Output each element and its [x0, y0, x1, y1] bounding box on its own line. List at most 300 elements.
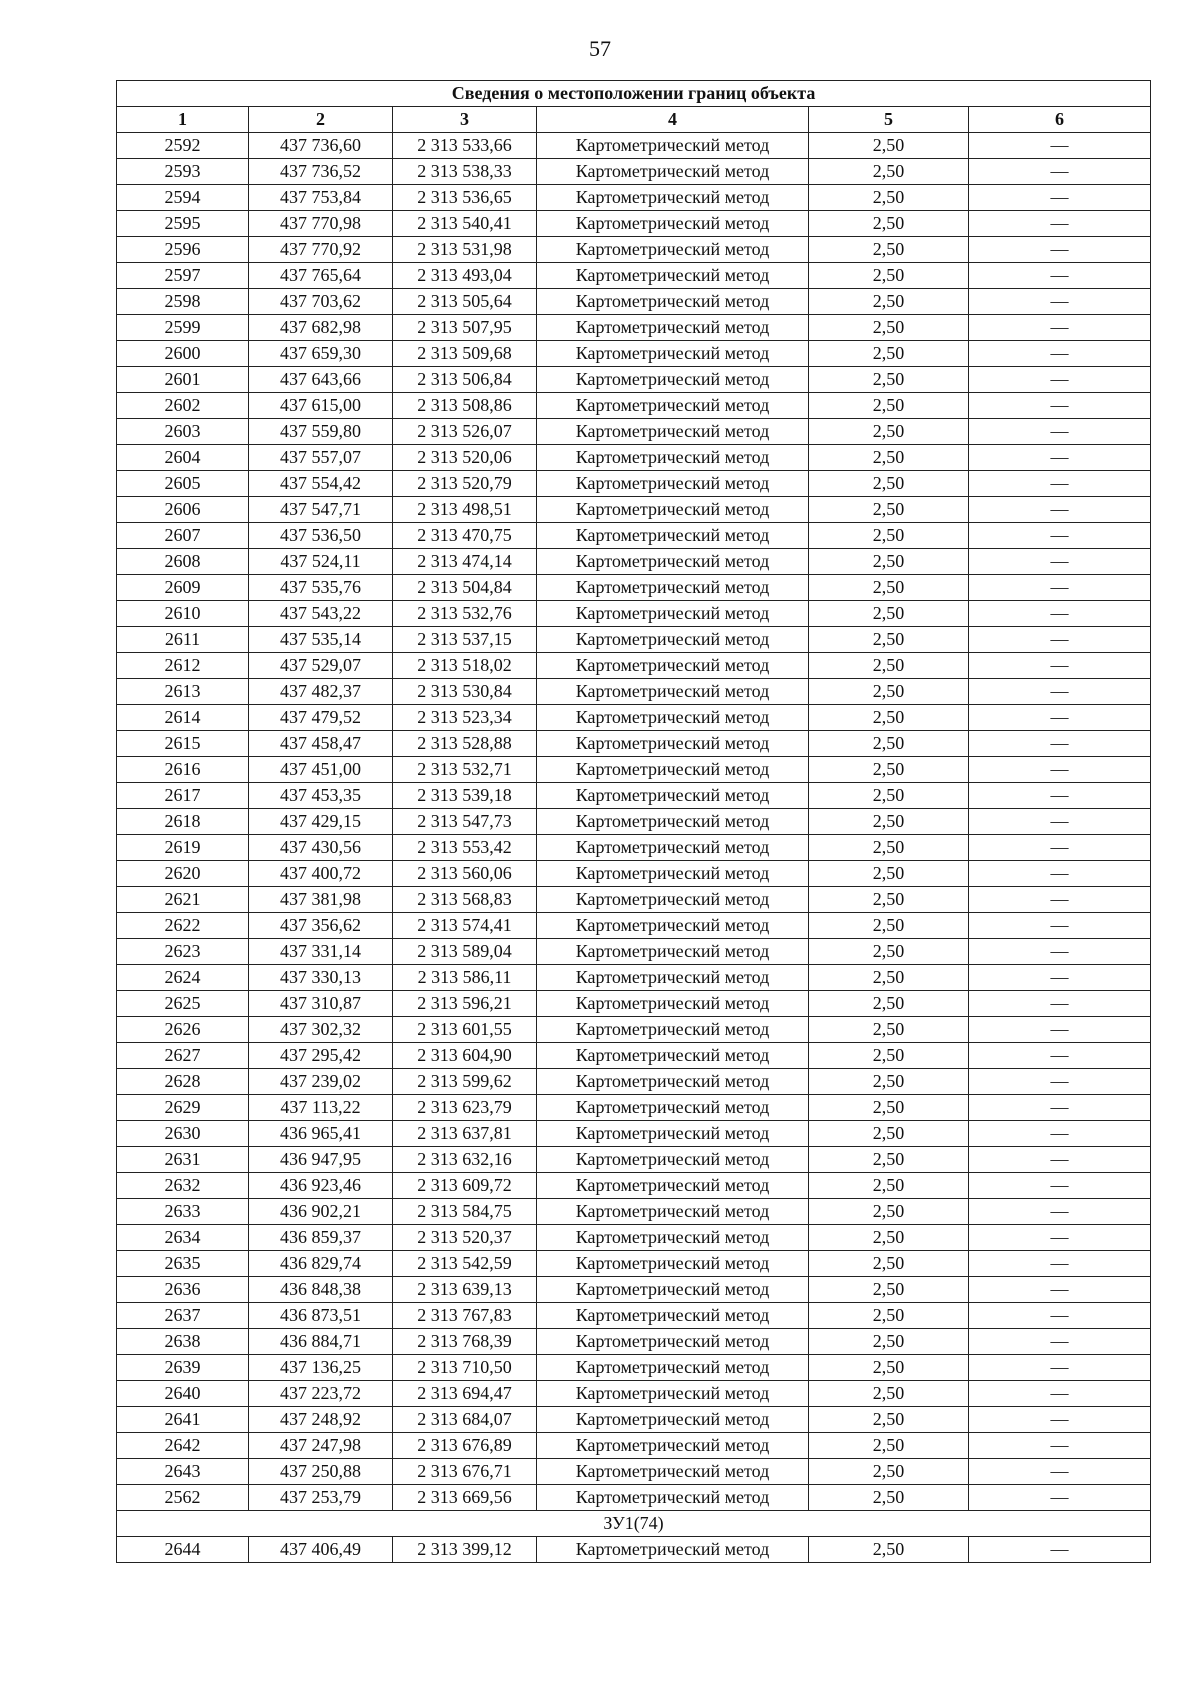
table-cell: Картометрический метод	[537, 1173, 809, 1199]
table-row	[117, 1173, 1151, 1199]
table-row	[117, 315, 1151, 341]
table-cell: 2,50	[809, 185, 969, 211]
table-cell: 2596	[117, 237, 249, 263]
table-row	[117, 965, 1151, 991]
table-cell: —	[969, 549, 1151, 575]
table-cell: —	[969, 679, 1151, 705]
table-cell: —	[969, 809, 1151, 835]
table-cell: 2,50	[809, 783, 969, 809]
table-cell: 2,50	[809, 1199, 969, 1225]
table-cell: 2 313 498,51	[393, 497, 537, 523]
table-cell: 2640	[117, 1381, 249, 1407]
table-cell: Картометрический метод	[537, 965, 809, 991]
table-cell: —	[969, 1459, 1151, 1485]
table-cell: Картометрический метод	[537, 1459, 809, 1485]
table-row	[117, 627, 1151, 653]
table-cell: 2,50	[809, 757, 969, 783]
table-cell: 2599	[117, 315, 249, 341]
table-cell: 2 313 676,89	[393, 1433, 537, 1459]
table-cell: Картометрический метод	[537, 679, 809, 705]
table-cell: —	[969, 289, 1151, 315]
table-cell: Картометрический метод	[537, 211, 809, 237]
table-cell: 436 947,95	[249, 1147, 393, 1173]
table-row	[117, 913, 1151, 939]
table-cell: 2,50	[809, 1277, 969, 1303]
table-cell: 2,50	[809, 263, 969, 289]
table-row	[117, 159, 1151, 185]
table-cell: 437 753,84	[249, 185, 393, 211]
table-cell: 2 313 518,02	[393, 653, 537, 679]
table-cell: Картометрический метод	[537, 1277, 809, 1303]
table-cell: 2615	[117, 731, 249, 757]
table-cell: 437 479,52	[249, 705, 393, 731]
table-cell: 437 482,37	[249, 679, 393, 705]
table-row	[117, 289, 1151, 315]
table-cell: 437 310,87	[249, 991, 393, 1017]
table-cell: —	[969, 601, 1151, 627]
table-cell: Картометрический метод	[537, 809, 809, 835]
table-cell: 437 430,56	[249, 835, 393, 861]
table-row	[117, 419, 1151, 445]
table-cell: 437 770,98	[249, 211, 393, 237]
table-cell: 2,50	[809, 367, 969, 393]
table-cell: 2,50	[809, 653, 969, 679]
table-cell: 2,50	[809, 549, 969, 575]
table-cell: 2,50	[809, 1251, 969, 1277]
table-row	[117, 731, 1151, 757]
table-row	[117, 1303, 1151, 1329]
table-cell: 437 659,30	[249, 341, 393, 367]
table-cell: —	[969, 939, 1151, 965]
table-cell: 437 239,02	[249, 1069, 393, 1095]
table-cell: 2630	[117, 1121, 249, 1147]
table-cell: 2,50	[809, 471, 969, 497]
table-cell: 437 529,07	[249, 653, 393, 679]
table-cell: 2,50	[809, 159, 969, 185]
table-cell: 2593	[117, 159, 249, 185]
table-cell: 2 313 532,76	[393, 601, 537, 627]
table-cell: 2 313 767,83	[393, 1303, 537, 1329]
table-cell: 2,50	[809, 1147, 969, 1173]
table-cell: 2 313 637,81	[393, 1121, 537, 1147]
table-cell: —	[969, 237, 1151, 263]
table-row	[117, 783, 1151, 809]
table-cell: 2,50	[809, 315, 969, 341]
table-cell: 2,50	[809, 445, 969, 471]
table-cell: 2606	[117, 497, 249, 523]
table-cell: 2603	[117, 419, 249, 445]
table-cell: —	[969, 1485, 1151, 1511]
table-cell: —	[969, 1121, 1151, 1147]
table-row	[117, 1017, 1151, 1043]
table-cell: —	[969, 731, 1151, 757]
table-cell: Картометрический метод	[537, 367, 809, 393]
table-cell: 2 313 526,07	[393, 419, 537, 445]
table-cell: 2,50	[809, 1225, 969, 1251]
table-row	[117, 679, 1151, 705]
table-cell: 437 406,49	[249, 1537, 393, 1563]
table-cell: 2635	[117, 1251, 249, 1277]
table-cell: 2 313 553,42	[393, 835, 537, 861]
table-cell: 437 250,88	[249, 1459, 393, 1485]
table-cell: Картометрический метод	[537, 757, 809, 783]
table-cell: 2 313 547,73	[393, 809, 537, 835]
table-cell: 2609	[117, 575, 249, 601]
table-cell: —	[969, 341, 1151, 367]
table-cell: 2,50	[809, 1433, 969, 1459]
table-cell: 2629	[117, 1095, 249, 1121]
table-cell: —	[969, 1329, 1151, 1355]
table-cell: —	[969, 263, 1151, 289]
table-cell: Картометрический метод	[537, 1303, 809, 1329]
table-cell: 2,50	[809, 1329, 969, 1355]
table-cell: —	[969, 1407, 1151, 1433]
table-cell: —	[969, 185, 1151, 211]
table-cell: 2625	[117, 991, 249, 1017]
table-cell: —	[969, 1225, 1151, 1251]
table-cell: Картометрический метод	[537, 263, 809, 289]
table-cell: Картометрический метод	[537, 1329, 809, 1355]
table-cell: —	[969, 367, 1151, 393]
table-cell: —	[969, 393, 1151, 419]
table-cell: 437 113,22	[249, 1095, 393, 1121]
table-cell: 2,50	[809, 393, 969, 419]
table-cell: 2620	[117, 861, 249, 887]
table-cell: 2602	[117, 393, 249, 419]
table-cell: 437 554,42	[249, 471, 393, 497]
table-cell: 2 313 509,68	[393, 341, 537, 367]
table-cell: 2,50	[809, 1407, 969, 1433]
table-cell: 437 458,47	[249, 731, 393, 757]
table-cell: —	[969, 991, 1151, 1017]
table-cell: Картометрический метод	[537, 887, 809, 913]
table-cell: 2,50	[809, 523, 969, 549]
table-row	[117, 887, 1151, 913]
table-row	[117, 757, 1151, 783]
table-cell: Картометрический метод	[537, 991, 809, 1017]
table-cell: 2,50	[809, 705, 969, 731]
column-number: 3	[393, 107, 537, 133]
table-cell: Картометрический метод	[537, 1537, 809, 1563]
table-cell: —	[969, 627, 1151, 653]
table-cell: 2607	[117, 523, 249, 549]
table-cell: Картометрический метод	[537, 289, 809, 315]
table-cell: Картометрический метод	[537, 1199, 809, 1225]
table-cell: Картометрический метод	[537, 1485, 809, 1511]
table-cell: Картометрический метод	[537, 1147, 809, 1173]
table-cell: 2,50	[809, 1017, 969, 1043]
table-cell: 2 313 523,34	[393, 705, 537, 731]
table-cell: 2 313 520,79	[393, 471, 537, 497]
table-cell: 436 873,51	[249, 1303, 393, 1329]
table-row	[117, 939, 1151, 965]
table-cell: Картометрический метод	[537, 835, 809, 861]
table-cell: 2,50	[809, 1095, 969, 1121]
table-cell: 437 524,11	[249, 549, 393, 575]
table-row	[117, 991, 1151, 1017]
table-cell: 2613	[117, 679, 249, 705]
table-cell: 2,50	[809, 419, 969, 445]
table-cell: 2,50	[809, 1043, 969, 1069]
table-cell: —	[969, 705, 1151, 731]
table-cell: 437 453,35	[249, 783, 393, 809]
column-number: 6	[969, 107, 1151, 133]
table-cell: 2 313 504,84	[393, 575, 537, 601]
table-row	[117, 601, 1151, 627]
table-cell: 2 313 560,06	[393, 861, 537, 887]
table-cell: 2,50	[809, 575, 969, 601]
table-cell: 2562	[117, 1485, 249, 1511]
table-cell: 437 559,80	[249, 419, 393, 445]
table-cell: 2 313 533,66	[393, 133, 537, 159]
table-cell: —	[969, 1537, 1151, 1563]
table-cell: —	[969, 861, 1151, 887]
table-cell: Картометрический метод	[537, 549, 809, 575]
table-cell: 2,50	[809, 1303, 969, 1329]
table-cell: 436 923,46	[249, 1173, 393, 1199]
table-cell: 2,50	[809, 965, 969, 991]
table-row	[117, 1355, 1151, 1381]
column-number: 2	[249, 107, 393, 133]
table-cell: Картометрический метод	[537, 471, 809, 497]
table-cell: 2641	[117, 1407, 249, 1433]
table-cell: —	[969, 1433, 1151, 1459]
column-number-row	[117, 107, 1151, 133]
table-cell: —	[969, 757, 1151, 783]
table-cell: 437 770,92	[249, 237, 393, 263]
table-cell: 437 703,62	[249, 289, 393, 315]
table-cell: 2 313 536,65	[393, 185, 537, 211]
table-cell: 2621	[117, 887, 249, 913]
table-cell: —	[969, 133, 1151, 159]
table-cell: 437 557,07	[249, 445, 393, 471]
table-row	[117, 1485, 1151, 1511]
table-cell: —	[969, 419, 1151, 445]
table-cell: Картометрический метод	[537, 1121, 809, 1147]
table-cell: 437 223,72	[249, 1381, 393, 1407]
table-cell: —	[969, 315, 1151, 341]
table-row	[117, 133, 1151, 159]
table-cell: 2612	[117, 653, 249, 679]
table-cell: Картометрический метод	[537, 939, 809, 965]
table-row	[117, 1433, 1151, 1459]
table-cell: 2608	[117, 549, 249, 575]
table-cell: 437 381,98	[249, 887, 393, 913]
table-cell: 2,50	[809, 679, 969, 705]
table-cell: 437 356,62	[249, 913, 393, 939]
table-row	[117, 393, 1151, 419]
table-row	[117, 1277, 1151, 1303]
table-cell: —	[969, 835, 1151, 861]
table-cell: 2 313 604,90	[393, 1043, 537, 1069]
table-cell: Картометрический метод	[537, 1355, 809, 1381]
table-cell: 2 313 669,56	[393, 1485, 537, 1511]
table-cell: 437 295,42	[249, 1043, 393, 1069]
table-cell: 2627	[117, 1043, 249, 1069]
table-cell: 2 313 539,18	[393, 783, 537, 809]
table-cell: 2,50	[809, 1173, 969, 1199]
table-cell: 2,50	[809, 731, 969, 757]
table-row	[117, 705, 1151, 731]
table-cell: 437 536,50	[249, 523, 393, 549]
table-cell: 437 736,52	[249, 159, 393, 185]
table-row	[117, 1043, 1151, 1069]
table-row	[117, 575, 1151, 601]
table-cell: 2,50	[809, 497, 969, 523]
table-cell: Картометрический метод	[537, 783, 809, 809]
table-row	[117, 523, 1151, 549]
table-cell: 2 313 639,13	[393, 1277, 537, 1303]
table-cell: Картометрический метод	[537, 341, 809, 367]
table-cell: 2597	[117, 263, 249, 289]
table-cell: 2,50	[809, 991, 969, 1017]
table-cell: 437 682,98	[249, 315, 393, 341]
table-cell: 2,50	[809, 133, 969, 159]
table-cell: Картометрический метод	[537, 1251, 809, 1277]
table-cell: 2 313 506,84	[393, 367, 537, 393]
table-row	[117, 809, 1151, 835]
table-cell: Картометрический метод	[537, 913, 809, 939]
table-cell: —	[969, 211, 1151, 237]
table-cell: 437 253,79	[249, 1485, 393, 1511]
table-cell: 2637	[117, 1303, 249, 1329]
table-row	[117, 1095, 1151, 1121]
table-cell: 2 313 505,64	[393, 289, 537, 315]
table-row	[117, 367, 1151, 393]
table-body	[117, 133, 1151, 1563]
table-row	[117, 549, 1151, 575]
table-row	[117, 1537, 1151, 1563]
table-cell: Картометрический метод	[537, 523, 809, 549]
table-cell: 2,50	[809, 939, 969, 965]
table-row	[117, 1329, 1151, 1355]
table-cell: Картометрический метод	[537, 1043, 809, 1069]
table-cell: 2,50	[809, 861, 969, 887]
table-cell: 2 313 531,98	[393, 237, 537, 263]
table-cell: 2631	[117, 1147, 249, 1173]
column-number: 5	[809, 107, 969, 133]
table-cell: 437 429,15	[249, 809, 393, 835]
table-cell: 2594	[117, 185, 249, 211]
table-cell: Картометрический метод	[537, 419, 809, 445]
table-cell: 2605	[117, 471, 249, 497]
table-cell: Картометрический метод	[537, 1017, 809, 1043]
table-cell: 2,50	[809, 913, 969, 939]
table-cell: —	[969, 913, 1151, 939]
table-cell: 436 829,74	[249, 1251, 393, 1277]
table-cell: 2 313 574,41	[393, 913, 537, 939]
table-cell: Картометрический метод	[537, 445, 809, 471]
table-cell: 436 859,37	[249, 1225, 393, 1251]
table-cell: 2 313 596,21	[393, 991, 537, 1017]
table-cell: 2 313 542,59	[393, 1251, 537, 1277]
table-cell: Картометрический метод	[537, 1069, 809, 1095]
table-cell: 2618	[117, 809, 249, 835]
table-cell: —	[969, 1043, 1151, 1069]
table-cell: 437 248,92	[249, 1407, 393, 1433]
table-cell: —	[969, 497, 1151, 523]
table-cell: 2617	[117, 783, 249, 809]
table-cell: 2 313 530,84	[393, 679, 537, 705]
table-cell: 2628	[117, 1069, 249, 1095]
table-cell: 2611	[117, 627, 249, 653]
table-cell: 2 313 399,12	[393, 1537, 537, 1563]
table-row	[117, 263, 1151, 289]
table-cell: 2,50	[809, 1355, 969, 1381]
table-cell: 437 451,00	[249, 757, 393, 783]
table-row	[117, 1251, 1151, 1277]
table-cell: —	[969, 1381, 1151, 1407]
table-cell: 2626	[117, 1017, 249, 1043]
table-cell: 2,50	[809, 1537, 969, 1563]
table-cell: 437 543,22	[249, 601, 393, 627]
table-cell: 2,50	[809, 1459, 969, 1485]
table-cell: Картометрический метод	[537, 315, 809, 341]
table-cell: Картометрический метод	[537, 159, 809, 185]
table-cell: 2,50	[809, 887, 969, 913]
table-cell: 2 313 537,15	[393, 627, 537, 653]
table-cell: 2,50	[809, 237, 969, 263]
table-cell: —	[969, 1017, 1151, 1043]
table-row	[117, 237, 1151, 263]
table-cell: 436 902,21	[249, 1199, 393, 1225]
table-cell: 437 547,71	[249, 497, 393, 523]
table-cell: 2600	[117, 341, 249, 367]
table-cell: 437 136,25	[249, 1355, 393, 1381]
table-row	[117, 211, 1151, 237]
table-cell: Картометрический метод	[537, 627, 809, 653]
table-cell: —	[969, 1095, 1151, 1121]
boundaries-table	[116, 80, 1151, 1563]
table-cell: —	[969, 1277, 1151, 1303]
table-cell: 2,50	[809, 1485, 969, 1511]
table-cell: 2 313 589,04	[393, 939, 537, 965]
table-cell: 2598	[117, 289, 249, 315]
table-cell: Картометрический метод	[537, 861, 809, 887]
table-cell: 2616	[117, 757, 249, 783]
table-row	[117, 1121, 1151, 1147]
table-cell: 437 535,14	[249, 627, 393, 653]
table-cell: 2592	[117, 133, 249, 159]
page-number: 57	[589, 36, 611, 61]
table-cell: 2 313 586,11	[393, 965, 537, 991]
table-cell: 2 313 601,55	[393, 1017, 537, 1043]
table-cell: Картометрический метод	[537, 393, 809, 419]
table-cell: 2,50	[809, 601, 969, 627]
table-row	[117, 1381, 1151, 1407]
table-cell: 2 313 540,41	[393, 211, 537, 237]
table-cell: 2,50	[809, 835, 969, 861]
table-cell: 437 302,32	[249, 1017, 393, 1043]
table-cell: 437 400,72	[249, 861, 393, 887]
table-cell: —	[969, 653, 1151, 679]
table-cell: 2632	[117, 1173, 249, 1199]
table-cell: Картометрический метод	[537, 185, 809, 211]
table-cell: 437 615,00	[249, 393, 393, 419]
table-row	[117, 1147, 1151, 1173]
table-cell: —	[969, 575, 1151, 601]
table-cell: 2,50	[809, 1069, 969, 1095]
table-cell: 436 848,38	[249, 1277, 393, 1303]
table-cell: 2 313 470,75	[393, 523, 537, 549]
table-cell: 2 313 528,88	[393, 731, 537, 757]
table-row	[117, 185, 1151, 211]
table-cell: 2633	[117, 1199, 249, 1225]
table-cell: Картометрический метод	[537, 133, 809, 159]
table-cell: 2 313 493,04	[393, 263, 537, 289]
column-number: 1	[117, 107, 249, 133]
table-cell: Картометрический метод	[537, 237, 809, 263]
